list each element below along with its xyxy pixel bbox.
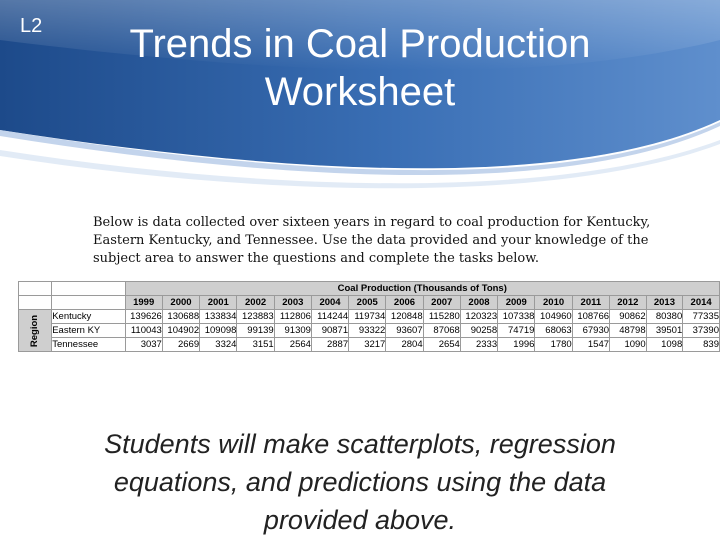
table-cell: 2887 — [311, 338, 348, 352]
table-cell: 77335 — [683, 310, 720, 324]
table-cell: 139626 — [125, 310, 162, 324]
table-cell: 91309 — [274, 324, 311, 338]
table-cell: 2804 — [386, 338, 423, 352]
table-cell: 68063 — [535, 324, 572, 338]
table-cell: 93322 — [349, 324, 386, 338]
year-header: 2005 — [349, 296, 386, 310]
caption-line: provided above. — [263, 505, 457, 535]
table-cell: 114244 — [311, 310, 348, 324]
table-cell: 90871 — [311, 324, 348, 338]
table-cell: 104902 — [162, 324, 199, 338]
table-cell: 108766 — [572, 310, 609, 324]
table-cell: 3324 — [200, 338, 237, 352]
table-cell: 3037 — [125, 338, 162, 352]
caption-line: equations, and predictions using the data — [113, 467, 607, 497]
year-header: 2006 — [386, 296, 423, 310]
table-cell: 39501 — [646, 324, 683, 338]
table-cell: 130688 — [162, 310, 199, 324]
table-cell: 90258 — [460, 324, 497, 338]
year-header: 1999 — [125, 296, 162, 310]
intro-line: subject area to answer the questions and complete the tasks below. — [93, 251, 539, 266]
table-cell: 104960 — [535, 310, 572, 324]
year-header: 2014 — [683, 296, 720, 310]
year-header: 2002 — [237, 296, 274, 310]
caption-line: Students will make scatterplots, regression — [104, 429, 616, 459]
year-header: 2004 — [311, 296, 348, 310]
table-cell: 133834 — [200, 310, 237, 324]
year-header: 2000 — [162, 296, 199, 310]
table-cell: 37390 — [683, 324, 720, 338]
table-cell: 107338 — [498, 310, 535, 324]
region-name: Tennessee — [52, 338, 125, 352]
year-header: 2011 — [572, 296, 609, 310]
table-year-row — [19, 296, 720, 310]
table-cell: 93607 — [386, 324, 423, 338]
table-cell: 1780 — [535, 338, 572, 352]
table-cell: 120848 — [386, 310, 423, 324]
table-corner-cell — [19, 282, 52, 296]
year-header: 2012 — [610, 296, 647, 310]
intro-line: Below is data collected over sixteen years in regard to coal production for Kentucky, — [93, 215, 651, 230]
table-title-row — [19, 282, 720, 296]
table-title: Coal Production (Thousands of Tons) — [125, 282, 719, 296]
table-cell: 2564 — [274, 338, 311, 352]
table-cell: 67930 — [572, 324, 609, 338]
table-row — [19, 324, 720, 338]
table-cell: 80380 — [646, 310, 683, 324]
table-cell: 87068 — [423, 324, 460, 338]
region-name: Kentucky — [52, 310, 125, 324]
title-line-1: Trends in Coal Production — [129, 22, 591, 66]
intro-text — [93, 214, 653, 268]
table-cell: 2669 — [162, 338, 199, 352]
year-header: 2001 — [200, 296, 237, 310]
table-corner-cell — [19, 296, 52, 310]
table-cell: 120323 — [460, 310, 497, 324]
table-row — [19, 310, 720, 324]
year-header: 2007 — [423, 296, 460, 310]
title-line-2: Worksheet — [264, 70, 456, 114]
table-corner-cell — [52, 296, 125, 310]
slide-number: L2 — [20, 15, 43, 37]
region-name: Eastern KY — [52, 324, 125, 338]
year-header: 2010 — [535, 296, 572, 310]
year-header: 2009 — [498, 296, 535, 310]
region-axis-label — [19, 310, 52, 352]
table-cell: 1996 — [498, 338, 535, 352]
table-cell: 123883 — [237, 310, 274, 324]
table-row — [19, 338, 720, 352]
table-cell: 119734 — [349, 310, 386, 324]
table-cell: 2333 — [460, 338, 497, 352]
table-cell: 3151 — [237, 338, 274, 352]
table-cell: 839 — [683, 338, 720, 352]
table-cell: 99139 — [237, 324, 274, 338]
table-corner-cell — [52, 282, 125, 296]
table-cell: 1547 — [572, 338, 609, 352]
table-cell: 1098 — [646, 338, 683, 352]
table-cell: 74719 — [498, 324, 535, 338]
caption — [40, 425, 680, 539]
table-cell: 3217 — [349, 338, 386, 352]
table-cell: 48798 — [610, 324, 647, 338]
year-header: 2008 — [460, 296, 497, 310]
table-cell: 1090 — [610, 338, 647, 352]
slide-title — [80, 20, 640, 116]
year-header: 2003 — [274, 296, 311, 310]
table-cell: 115280 — [423, 310, 460, 324]
year-header: 2013 — [646, 296, 683, 310]
table-cell: 90862 — [610, 310, 647, 324]
table-cell: 112806 — [274, 310, 311, 324]
table-cell: 109098 — [200, 324, 237, 338]
intro-line: Eastern Kentucky, and Tennessee. Use the data provided and your knowledge of the — [93, 233, 649, 248]
table-cell: 2654 — [423, 338, 460, 352]
region-label-text: Region — [29, 314, 41, 347]
table-cell: 110043 — [125, 324, 162, 338]
coal-production-table — [18, 281, 720, 352]
